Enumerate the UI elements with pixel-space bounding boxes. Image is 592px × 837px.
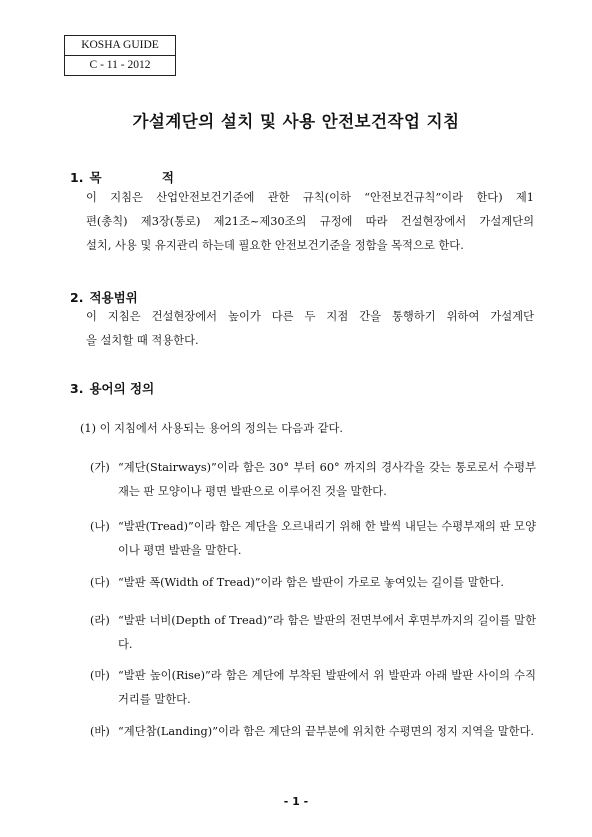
section-title: 용어의 정의 (89, 381, 155, 396)
definition-marker: (나) (90, 520, 110, 533)
definition-text: “발판 너비(Depth of Tread)”라 함은 발판의 전면부에서 후면부까지의 길이를 말한다. (118, 614, 536, 651)
definition-marker: (마) (90, 669, 110, 682)
definition-item (90, 571, 536, 595)
definition-item (90, 456, 536, 504)
section-number: 2. (70, 290, 84, 305)
definition-item (90, 664, 536, 712)
paragraph-line: 이 지침은 산업안전보건기준에 관한 규칙(이하 “안전보건규칙”이라 한다) 제1 (86, 191, 534, 204)
paragraph-line: 설치, 사용 및 유지관리 하는데 필요한 안전보건기준을 정함을 목적으로 한다. (86, 239, 464, 252)
definition-text: “발판(Tread)”이라 함은 계단을 오르내리기 위해 한 발씩 내딛는 수평부재의 판 모양이나 평면 발판을 말한다. (118, 520, 536, 557)
section-1-heading (70, 168, 202, 186)
section-title: 적용범위 (89, 290, 138, 305)
definition-item (90, 609, 536, 657)
page-number: - 1 - (283, 795, 309, 808)
definition-marker: (바) (90, 725, 110, 738)
section-2-paragraph (86, 305, 534, 353)
definition-marker: (다) (90, 576, 110, 589)
definition-item (90, 720, 536, 744)
document-title: 가설계단의 설치 및 사용 안전보건작업 지침 (132, 112, 460, 131)
definition-item (90, 515, 536, 563)
guide-label: KOSHA GUIDE (81, 39, 159, 51)
paragraph-line: 이 지침은 건설현장에서 높이가 다른 두 지점 간을 통행하기 위하여 가설계단 (86, 310, 534, 323)
section-2-heading (70, 288, 138, 306)
definition-text: “계단참(Landing)”이라 함은 계단의 끝부분에 위치한 수평면의 정지 지역을 말한다. (118, 725, 535, 738)
definition-text: “발판 높이(Rise)”라 함은 계단에 부착된 발판에서 위 발판과 아래 발판 사이의 수직 거리를 말한다. (118, 669, 536, 706)
definition-marker: (라) (90, 614, 110, 627)
definition-text: “발판 폭(Width of Tread)”이라 함은 발판이 가로로 놓여있는 길이를 말한다. (118, 576, 504, 589)
document-code-box (64, 35, 176, 76)
paragraph-line: 편(총칙) 제3장(통로) 제21조~제30조의 규정에 따라 건설현장에서 가설계단의 (86, 215, 534, 228)
section-1-paragraph (86, 186, 534, 258)
definition-marker: (가) (90, 461, 110, 474)
guide-code: C - 11 - 2012 (65, 55, 175, 75)
section-number: 3. (70, 381, 84, 396)
section-number: 1. (70, 170, 84, 185)
definitions-intro: (1) 이 지침에서 사용되는 용어의 정의는 다음과 같다. (80, 422, 343, 435)
section-3-heading (70, 379, 154, 397)
section-title: 목 적 (89, 170, 202, 185)
paragraph-line: 을 설치할 때 적용한다. (86, 334, 199, 347)
definition-text: “계단(Stairways)”이라 함은 30° 부터 60° 까지의 경사각을 갖는 통로로서 수평부재는 판 모양이나 평면 발판으로 이루어진 것을 말한다. (118, 461, 536, 498)
